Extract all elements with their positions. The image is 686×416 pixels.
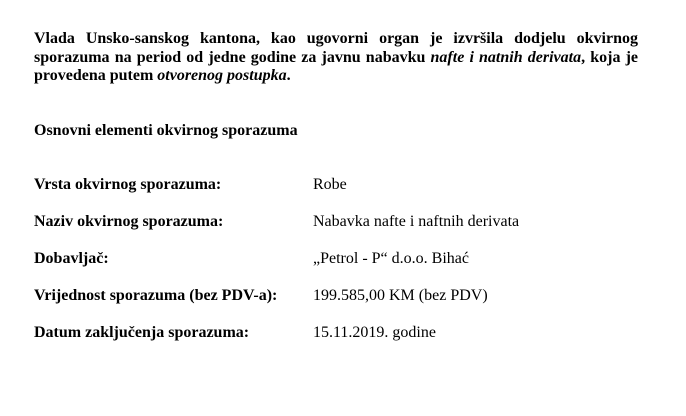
field-row: [34, 176, 638, 195]
text-run: Vlada Unsko-sanskog kantona, kao ugovorni organ je izvršila dodjelu okvirnog: [34, 30, 638, 47]
field-value: Robe: [313, 176, 347, 193]
field-row: [34, 250, 638, 269]
field-label: Naziv okvirnog sporazuma:: [34, 213, 224, 230]
field-label: Vrsta okvirnog sporazuma:: [34, 176, 222, 193]
section-heading: Osnovni elementi okvirnog sporazuma: [34, 121, 298, 139]
intro-paragraph: [34, 30, 638, 86]
agreement-fields-list: [34, 176, 638, 343]
intro-line: [34, 67, 638, 86]
field-value: 15.11.2019. godine: [313, 324, 436, 341]
field-value: 199.585,00 KM (bez PDV): [313, 287, 488, 304]
field-label: Datum zaključenja sporazuma:: [34, 324, 250, 341]
field-row: [34, 324, 638, 343]
intro-line: [34, 49, 638, 68]
text-run: nafte i natnih derivata: [430, 48, 582, 66]
field-value: „Petrol - P“ d.o.o. Bihać: [313, 250, 469, 267]
text-run: provedena putem: [34, 67, 158, 84]
field-value: Nabavka nafte i naftnih derivata: [313, 213, 520, 230]
field-row: [34, 287, 638, 306]
field-label: Dobavljač:: [34, 250, 109, 267]
field-row: [34, 213, 638, 232]
text-run: sporazuma na period od jedne godine za javnu nabavku: [34, 48, 431, 66]
text-run: , koja je: [581, 48, 639, 66]
text-run: otvorenog postupka: [157, 67, 287, 84]
text-run: .: [286, 67, 291, 84]
intro-line: [34, 30, 638, 49]
field-label: Vrijednost sporazuma (bez PDV-a):: [34, 287, 278, 304]
